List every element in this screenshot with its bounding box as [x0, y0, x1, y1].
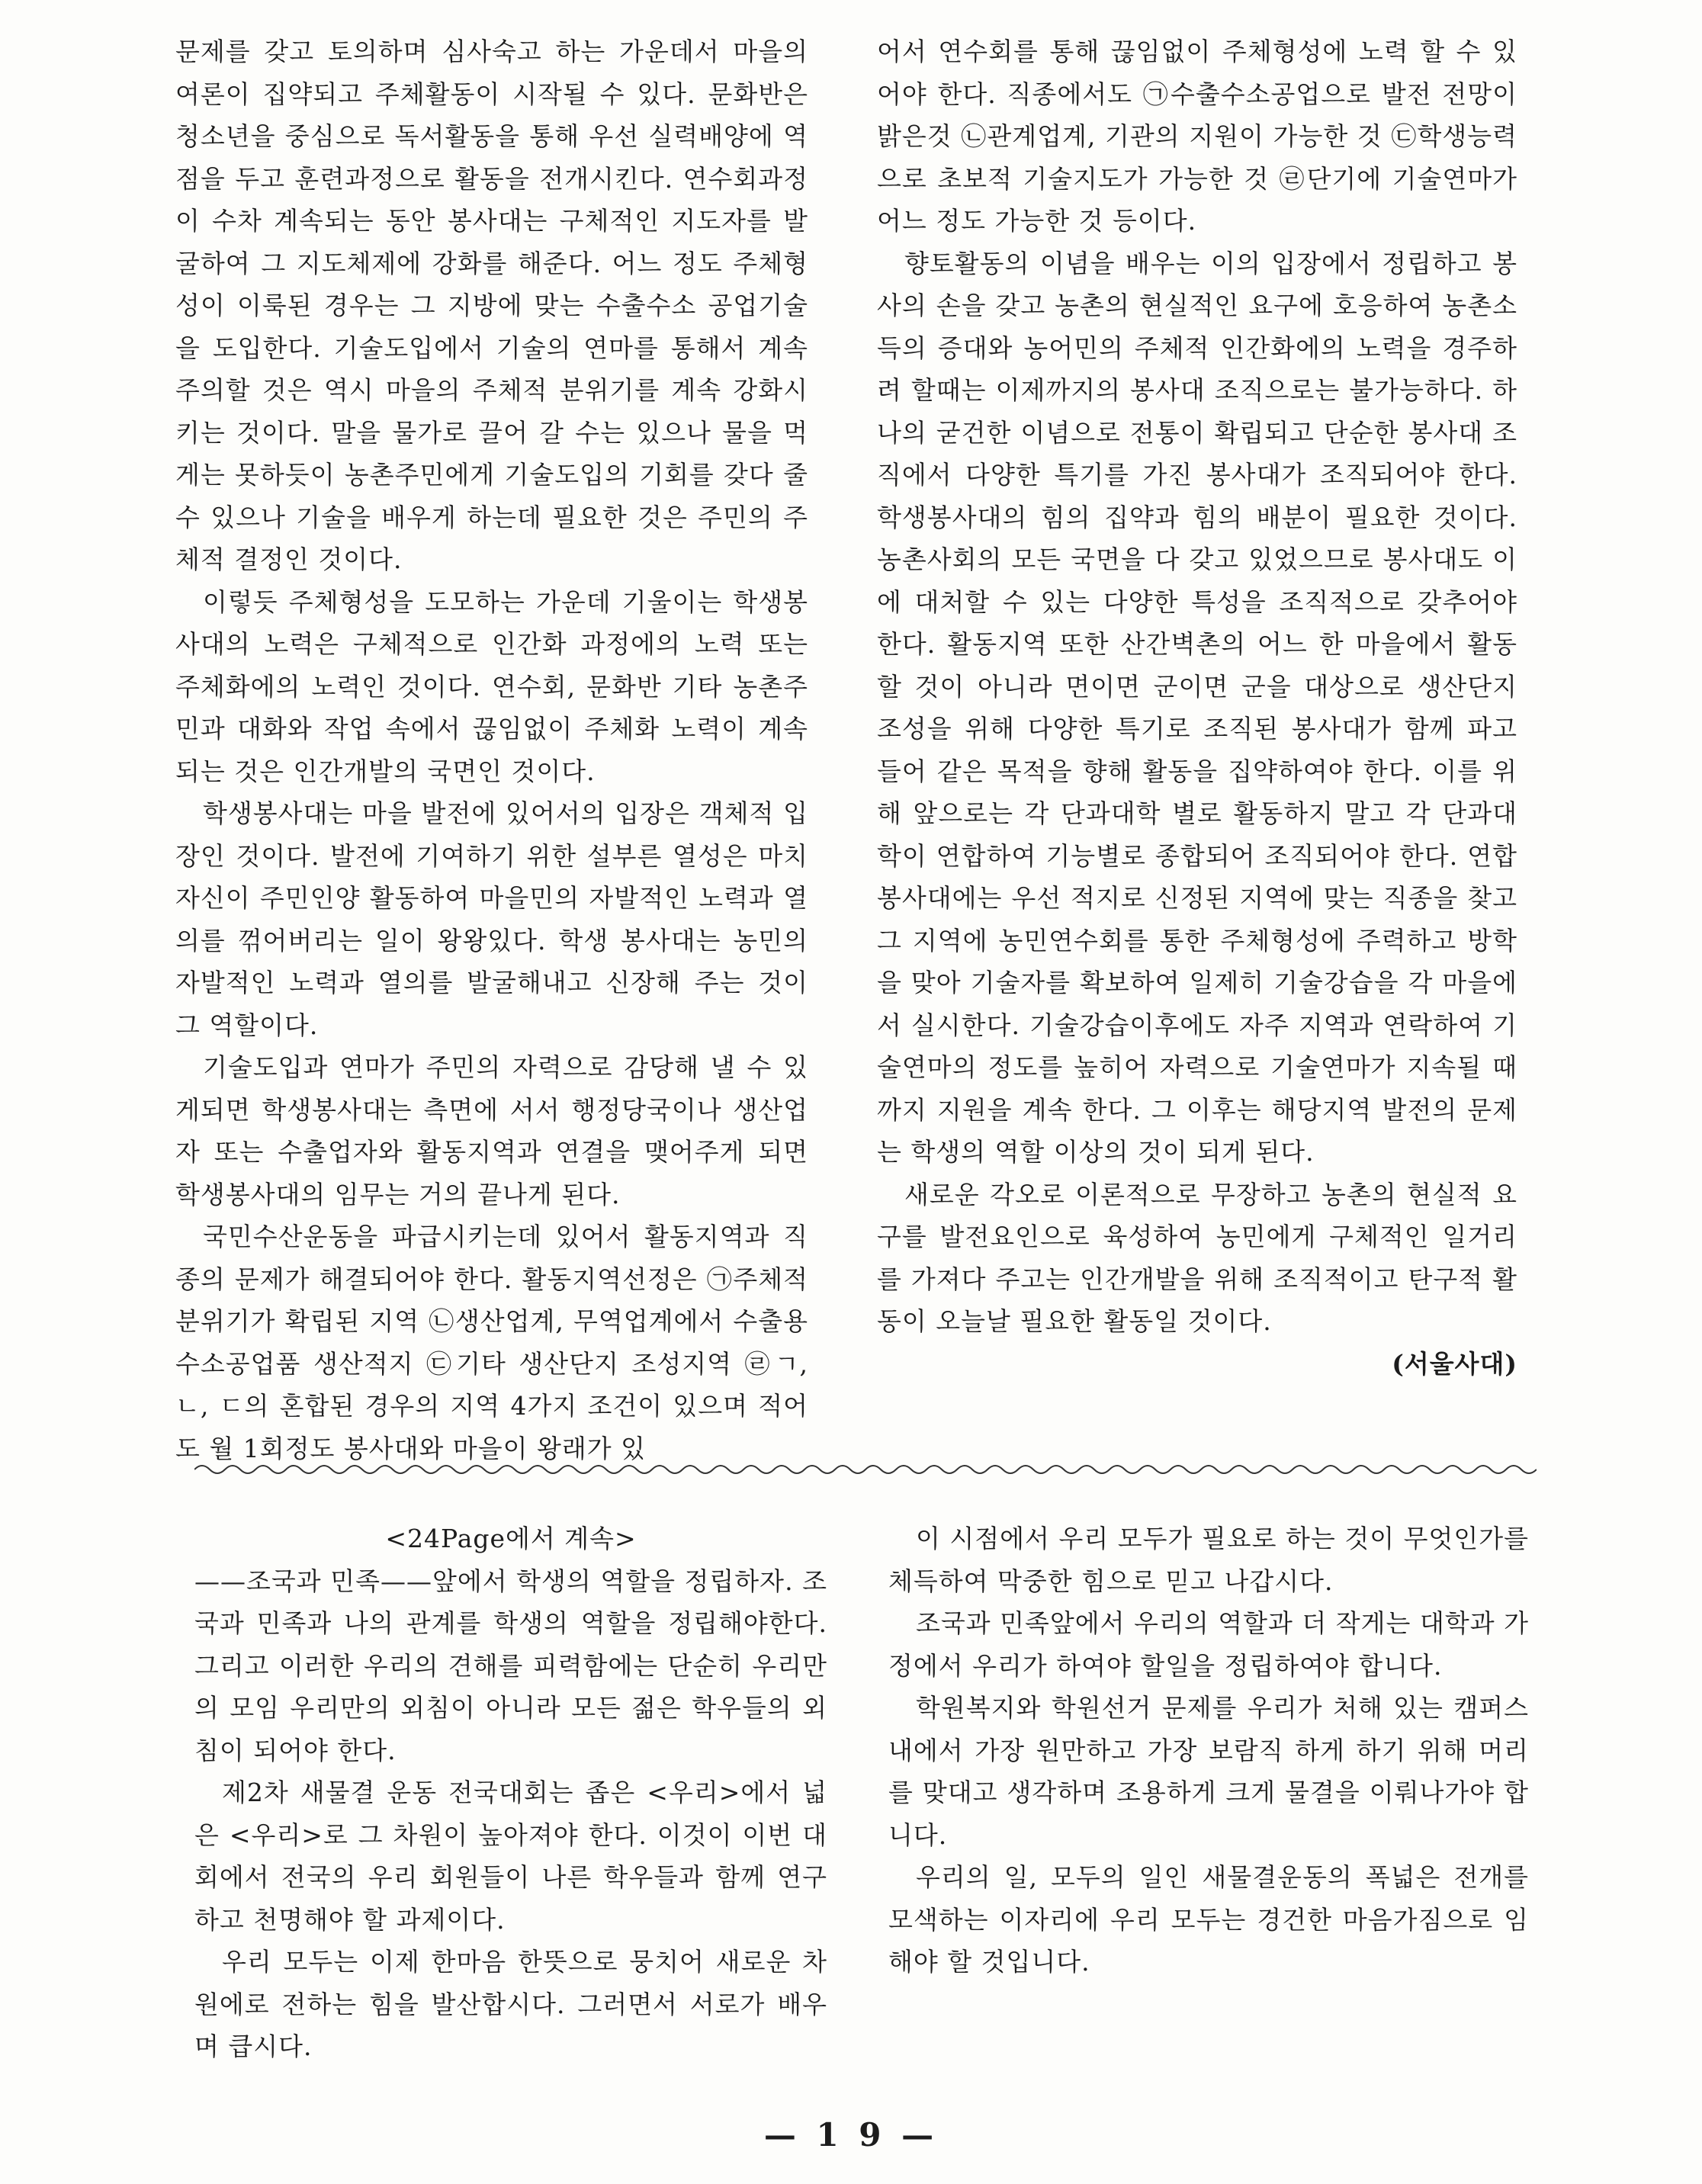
- paragraph: 학원복지와 학원선거 문제를 우리가 처해 있는 캠퍼스내에서 가장 원만하고 가장 보람직 하게 하기 위해 머리를 맞대고 생각하며 조용하게 크게 물결을 이뤄나가야 합니다.: [888, 1693, 1529, 1850]
- paragraph: 제2차 새물결 운동 전국대회는 좁은 <우리>에서 넓은 <우리>로 그 차원이 높아져야 한다. 이것이 이번 대회에서 전국의 우리 회원들이 나른 학우들과 함께 연구하고 천명해야 할 과제이다.: [194, 1778, 827, 1935]
- paragraph: 문제를 갖고 토의하며 심사숙고 하는 가운데서 마을의 여론이 집약되고 주체활동이 시작될 수 있다. 문화반은 청소년을 중심으로 독서활동을 통해 우선 실력배양에 역점을 두고 훈련과정으로 활동을 전개시킨다. 연수회과정이 수차 계속되는 동안 봉사대는 구체적인 지도자를 발굴하여 그 지도체제에 강화를 해준다. 어느 정도 주체형성이 이룩된 경우는 그 지방에 맞는 수출수소 공업기술을 도입한다. 기술도입에서 기술의 연마를 통해서 계속 주의할 것은 역시 마을의 주체적 분위기를 계속 강화시키는 것이다. 말을 물가로 끌어 갈 수는 있으나 물을 먹게는 못하듯이 농촌주민에게 기술도입의 기회를 갖다 줄 수 있으나 기술을 배우게 하는데 필요한 것은 주민의 주체적 결정인 것이다.: [175, 37, 808, 574]
- top-left-column: [175, 31, 808, 1469]
- paragraph: 우리 모두는 이제 한마음 한뜻으로 뭉치어 새로운 차원에로 전하는 힘을 발산합시다. 그러면서 서로가 배우며 큽시다.: [194, 1947, 827, 2061]
- author-byline: (서울사대): [1392, 1348, 1517, 1379]
- paragraph: 학생봉사대는 마을 발전에 있어서의 입장은 객체적 입장인 것이다. 발전에 기여하기 위한 설부른 열성은 마치 자신이 주민인양 활동하여 마을민의 자발적인 노력과 열의를 꺾어버리는 일이 왕왕있다. 학생 봉사대는 농민의 자발적인 노력과 열의를 발굴해내고 신장해 주는 것이 그 역할이다.: [175, 798, 808, 1040]
- paragraph: 우리의 일, 모두의 일인 새물결운동의 폭넓은 전개를 모색하는 이자리에 우리 모두는 경건한 마음가짐으로 임해야 할 것입니다.: [888, 1862, 1529, 1977]
- continued-from-label: <24Page에서 계속>: [385, 1524, 637, 1553]
- paragraph: 어서 연수회를 통해 끊임없이 주체형성에 노력 할 수 있어야 한다. 직종에서도 ㉠수출수소공업으로 발전 전망이 밝은것 ㉡관계업계, 기관의 지원이 가능한 것 ㉢학생능력으로 초보적 기술지도가 가능한 것 ㉣단기에 기술연마가 어느 정도 가능한 것 등이다.: [877, 37, 1517, 236]
- paragraph: 이 시점에서 우리 모두가 필요로 하는 것이 무엇인가를 체득하여 막중한 힘으로 믿고 나갑시다.: [888, 1524, 1529, 1596]
- paragraph: 국민수산운동을 파급시키는데 있어서 활동지역과 직종의 문제가 해결되어야 한다. 활동지역선정은 ㉠주체적 분위기가 확립된 지역 ㉡생산업계, 무역업계에서 수출용 수소공업품 생산적지 ㉢기타 생산단지 조성지역 ㉣ㄱ, ㄴ, ㄷ의 혼합된 경우의 지역 4가지 조건이 있으며 적어도 월 1회정도 봉사대와 마을이 왕래가 있: [175, 1222, 808, 1463]
- paragraph: 이렇듯 주체형성을 도모하는 가운데 기울이는 학생봉사대의 노력은 구체적으로 인간화 과정에의 노력 또는 주체화에의 노력인 것이다. 연수회, 문화반 기타 농촌주민과 대화와 작업 속에서 끊임없이 주체화 노력이 계속되는 것은 인간개발의 국면인 것이다.: [175, 586, 808, 786]
- paragraph: 기술도입과 연마가 주민의 자력으로 감당해 낼 수 있게되면 학생봉사대는 측면에 서서 행정당국이나 생산업자 또는 수출업자와 활동지역과 연결을 맺어주게 되면 학생봉사대의 임무는 거의 끝나게 된다.: [175, 1052, 808, 1209]
- paragraph: 조국과 민족앞에서 우리의 역할과 더 작게는 대학과 가정에서 우리가 하여야 할일을 정립하여야 합니다.: [888, 1608, 1529, 1681]
- bottom-right-column: [888, 1518, 1529, 1983]
- bottom-left-column: [194, 1518, 827, 2068]
- top-right-column: [877, 31, 1517, 1385]
- page-number: — 1 9 —: [763, 2116, 939, 2153]
- paragraph: 새로운 각오로 이론적으로 무장하고 농촌의 현실적 요구를 발전요인으로 육성하여 농민에게 구체적인 일거리를 가져다 주고는 인간개발을 위해 조직적이고 탄구적 활동이 오늘날 필요한 활동일 것이다.: [877, 1179, 1517, 1336]
- paragraph: 향토활동의 이념을 배우는 이의 입장에서 정립하고 봉사의 손을 갖고 농촌의 현실적인 요구에 호응하여 농촌소득의 증대와 농어민의 주체적 인간화에의 노력을 경주하려 할때는 이제까지의 봉사대 조직으로는 불가능하다. 하나의 굳건한 이념으로 전통이 확립되고 단순한 봉사대 조직에서 다양한 특기를 가진 봉사대가 조직되어야 한다. 학생봉사대의 힘의 집약과 힘의 배분이 필요한 것이다. 농촌사회의 모든 국면을 다 갖고 있었으므로 봉사대도 이에 대처할 수 있는 다양한 특성을 조직적으로 갖추어야 한다. 활동지역 또한 산간벽촌의 어느 한 마을에서 활동할 것이 아니라 면이면 군이면 군을 대상으로 생산단지 조성을 위해 다양한 특기로 조직된 봉사대가 함께 파고 들어 같은 목적을 향해 활동을 집약하여야 한다. 이를 위해 앞으로는 각 단과대학 별로 활동하지 말고 각 단과대학이 연합하여 기능별로 종합되어 조직되어야 한다. 연합봉사대에는 우선 적지로 신정된 지역에 맞는 직종을 찾고 그 지역에 농민연수회를 통한 주체형성에 주력하고 방학을 맞아 기술자를 확보하여 일제히 기술강습을 각 마을에서 실시한다. 기술강습이후에도 자주 지역과 연락하여 기술연마의 정도를 높히어 자력으로 기술연마가 지속될 때 까지 지원을 계속 한다. 그 이후는 해당지역 발전의 문제는 학생의 역할 이상의 것이 되게 된다.: [877, 248, 1517, 1167]
- paragraph: ——조국과 민족——앞에서 학생의 역할을 정립하자. 조국과 민족과 나의 관계를 학생의 역할을 정립해야한다. 그리고 이러한 우리의 견해를 피력함에는 단순히 우리만의 모임 우리만의 외침이 아니라 모든 젊은 학우들의 외침이 되어야 한다.: [194, 1566, 827, 1765]
- section-divider: [194, 1460, 1537, 1479]
